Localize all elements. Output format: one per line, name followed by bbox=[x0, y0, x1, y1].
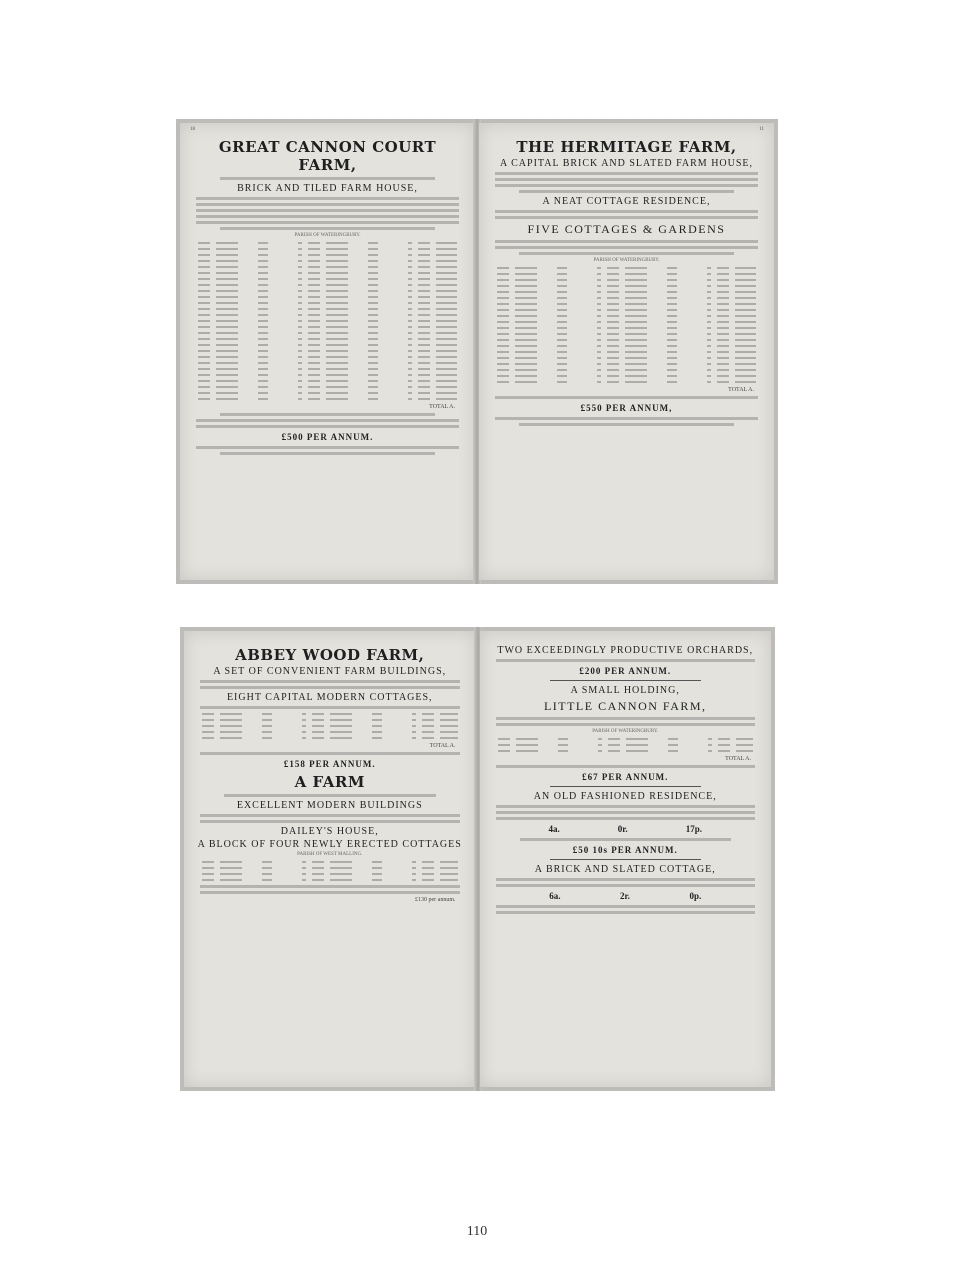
acreage-2: 6a. 2r. 0p. bbox=[549, 891, 702, 901]
cottage-line: A BRICK AND SLATED COTTAGE, bbox=[534, 864, 716, 875]
total-value: £130 per annum. bbox=[415, 897, 456, 903]
schedule-table bbox=[497, 267, 756, 383]
total-label: TOTAL A. bbox=[429, 404, 455, 410]
cottages-line: EIGHT CAPITAL MODERN COTTAGES, bbox=[226, 692, 433, 703]
farm-title: THE HERMITAGE FARM, bbox=[516, 138, 737, 156]
rent-2: £67 PER ANNUM. bbox=[582, 772, 669, 782]
left-page-abbey-wood bbox=[184, 631, 476, 1087]
orchards-line: TWO EXCEEDINGLY PRODUCTIVE ORCHARDS, bbox=[497, 645, 754, 656]
page-number-right: 11 bbox=[759, 127, 764, 132]
farm-title: ABBEY WOOD FARM, bbox=[235, 646, 425, 664]
rent-3: £50 10s PER ANNUM. bbox=[572, 845, 678, 855]
left-page-great-cannon-court bbox=[180, 123, 475, 580]
small-holding-line: A SMALL HOLDING, bbox=[570, 685, 680, 696]
schedule-table-2 bbox=[202, 861, 458, 881]
schedule-table bbox=[198, 242, 457, 400]
schedule-table bbox=[202, 713, 458, 739]
table-heading: PARISH OF WATERINGBURY. bbox=[593, 258, 660, 263]
rent: £158 PER ANNUM. bbox=[283, 759, 376, 769]
table-heading: PARISH OF WATERINGBURY. bbox=[592, 729, 659, 734]
farm-title-2: A FARM bbox=[294, 773, 365, 791]
total-label: TOTAL A. bbox=[429, 743, 456, 749]
document-photo-bottom bbox=[180, 627, 775, 1091]
right-page-hermitage bbox=[479, 123, 774, 580]
farm-title: LITTLE CANNON FARM, bbox=[543, 699, 707, 713]
right-page-orchards bbox=[480, 631, 772, 1087]
farm-house-line: A CAPITAL BRICK AND SLATED FARM HOUSE, bbox=[499, 158, 754, 169]
table-heading: PARISH OF WEST MALLING. bbox=[297, 852, 363, 857]
farm-title: GREAT CANNON COURT FARM, bbox=[218, 138, 437, 174]
cottage-line: A NEAT COTTAGE RESIDENCE, bbox=[542, 196, 711, 207]
modern-buildings-line: EXCELLENT MODERN BUILDINGS bbox=[236, 800, 423, 811]
residence-line: AN OLD FASHIONED RESIDENCE, bbox=[533, 791, 717, 802]
house-line: DAILEY'S HOUSE, bbox=[280, 826, 379, 837]
buildings-line: A SET OF CONVENIENT FARM BUILDINGS, bbox=[213, 666, 447, 677]
rent: £550 PER ANNUM, bbox=[580, 403, 673, 413]
acreage-1: 4a. 0r. 17p. bbox=[548, 824, 702, 834]
rent-1: £200 PER ANNUM. bbox=[579, 666, 672, 676]
total-label: TOTAL A. bbox=[728, 387, 754, 393]
rent: £500 PER ANNUM. bbox=[281, 432, 374, 442]
cottages-gardens-line: FIVE COTTAGES & GARDENS bbox=[527, 222, 726, 236]
total-label: TOTAL A. bbox=[725, 756, 751, 762]
document-photo-top bbox=[176, 119, 778, 584]
page-number-left: 18 bbox=[190, 127, 195, 132]
schedule-table bbox=[498, 738, 754, 752]
block-cottages-line: A BLOCK OF FOUR NEWLY ERECTED COTTAGES bbox=[197, 839, 462, 850]
page-number: 110 bbox=[466, 1224, 488, 1239]
farm-subtitle: BRICK AND TILED FARM HOUSE, bbox=[237, 183, 418, 194]
table-heading: PARISH OF WATERINGBURY. bbox=[294, 233, 361, 238]
